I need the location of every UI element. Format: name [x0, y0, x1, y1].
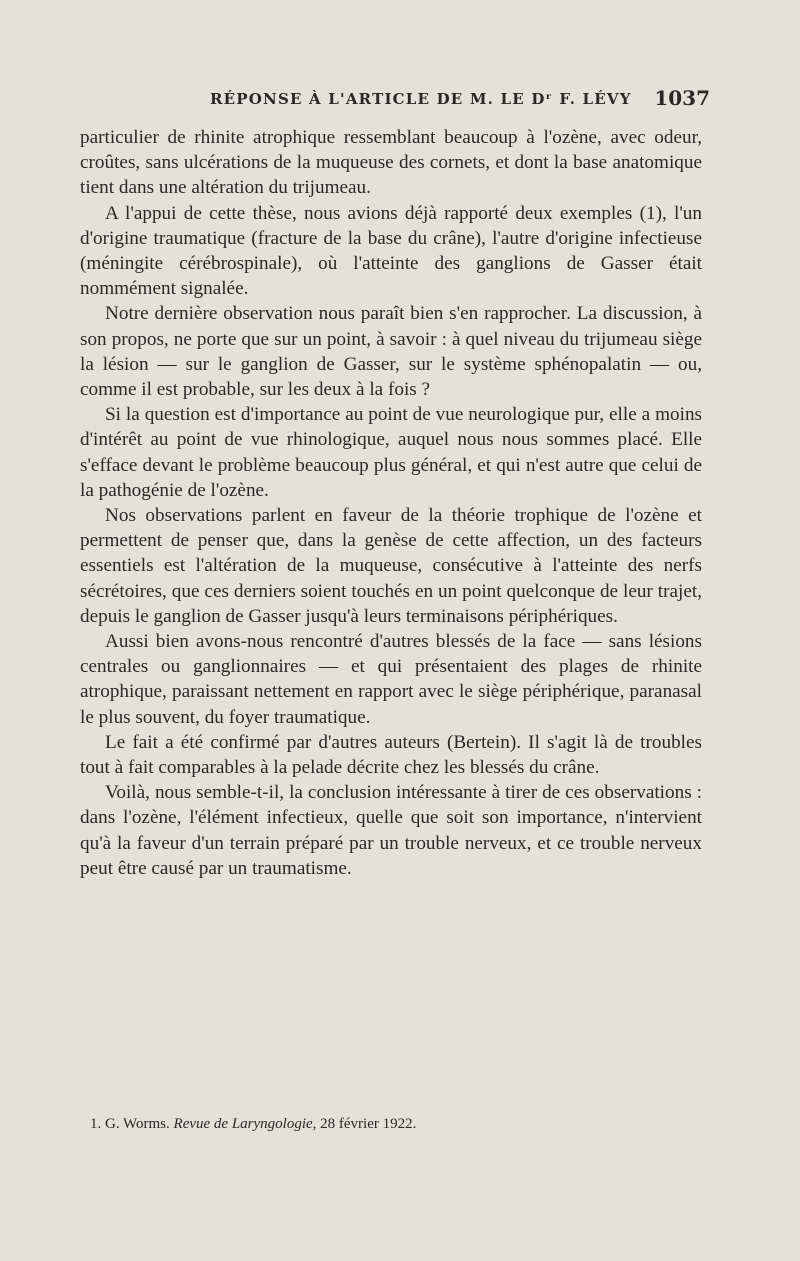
- paragraph: particulier de rhinite atrophique ressemblant beaucoup à l'ozène, avec odeur, croûtes, sans ulcérations de la muqueuse des cornets, et dont la base anatomique tient dans une altération du trijumeau.: [80, 127, 702, 199]
- footnote-date: , 28 février 1922.: [312, 1116, 417, 1132]
- running-head: RÉPONSE À L'ARTICLE DE M. LE Dʳ F. LÉVY: [210, 90, 632, 108]
- paragraph: Nos observations parlent en faveur de la théorie trophique de l'ozène et permettent de penser que, dans la genèse de cette affection, un des facteurs essentiels est l'altération de la muqueuse, consécutive à l'atteinte des nerfs sécrétoires, que ces derniers soient touchés en un point quelconque de leur trajet, depuis le ganglion de Gasser jusqu'à leurs terminaisons périphériques.: [80, 505, 702, 627]
- body-text: [80, 125, 702, 881]
- paragraph: Aussi bien avons-nous rencontré d'autres blessés de la face — sans lésions centrales ou ganglionnaires — et qui présentaient des plages de rhinite atrophique, paraissant nettement en rapport avec le siège périphérique, paranasal le plus souvent, du foyer traumatique.: [80, 631, 702, 728]
- footnote-journal: Revue de Laryngologie: [173, 1116, 313, 1132]
- paragraph: A l'appui de cette thèse, nous avions déjà rapporté deux exemples (1), l'un d'origine traumatique (fracture de la base du crâne), l'autre d'origine infectieuse (méningite cérébrospinale), où l'atteinte des ganglions de Gasser était nommément signalée.: [80, 202, 702, 300]
- paragraph: Voilà, nous semble-t-il, la conclusion intéressante à tirer de ces observations : dans l'ozène, l'élément infectieux, quelle que soit son importance, n'intervient qu'à la faveur d'un terrain préparé par un trouble nerveux, et ce trouble nerveux peut être causé par un traumatisme.: [80, 782, 702, 879]
- page-number: 1037: [654, 86, 710, 110]
- paragraph: Si la question est d'importance au point de vue neurologique pur, elle a moins d'intérêt au point de vue rhinologique, auquel nous nous sommes placé. Elle s'efface devant le problème beaucoup plus général, et qui n'est autre que celui de la pathogénie de l'ozène.: [80, 404, 702, 501]
- footnote-prefix: 1. G. Worms.: [90, 1116, 170, 1132]
- page-header: [210, 86, 710, 112]
- paragraph: Le fait a été confirmé par d'autres auteurs (Bertein). Il s'agit là de troubles tout à fait comparables à la pelade décrite chez les blessés du crâne.: [80, 731, 702, 779]
- paragraph: Notre dernière observation nous paraît bien s'en rapprocher. La discussion, à son propos, ne porte que sur un point, à savoir : à quel niveau du trijumeau siège la lésion — sur le ganglion de Gasser, sur le système sphénopalatin — ou, comme il est probable, sur les deux à la fois ?: [80, 303, 702, 401]
- footnote: [90, 1116, 710, 1133]
